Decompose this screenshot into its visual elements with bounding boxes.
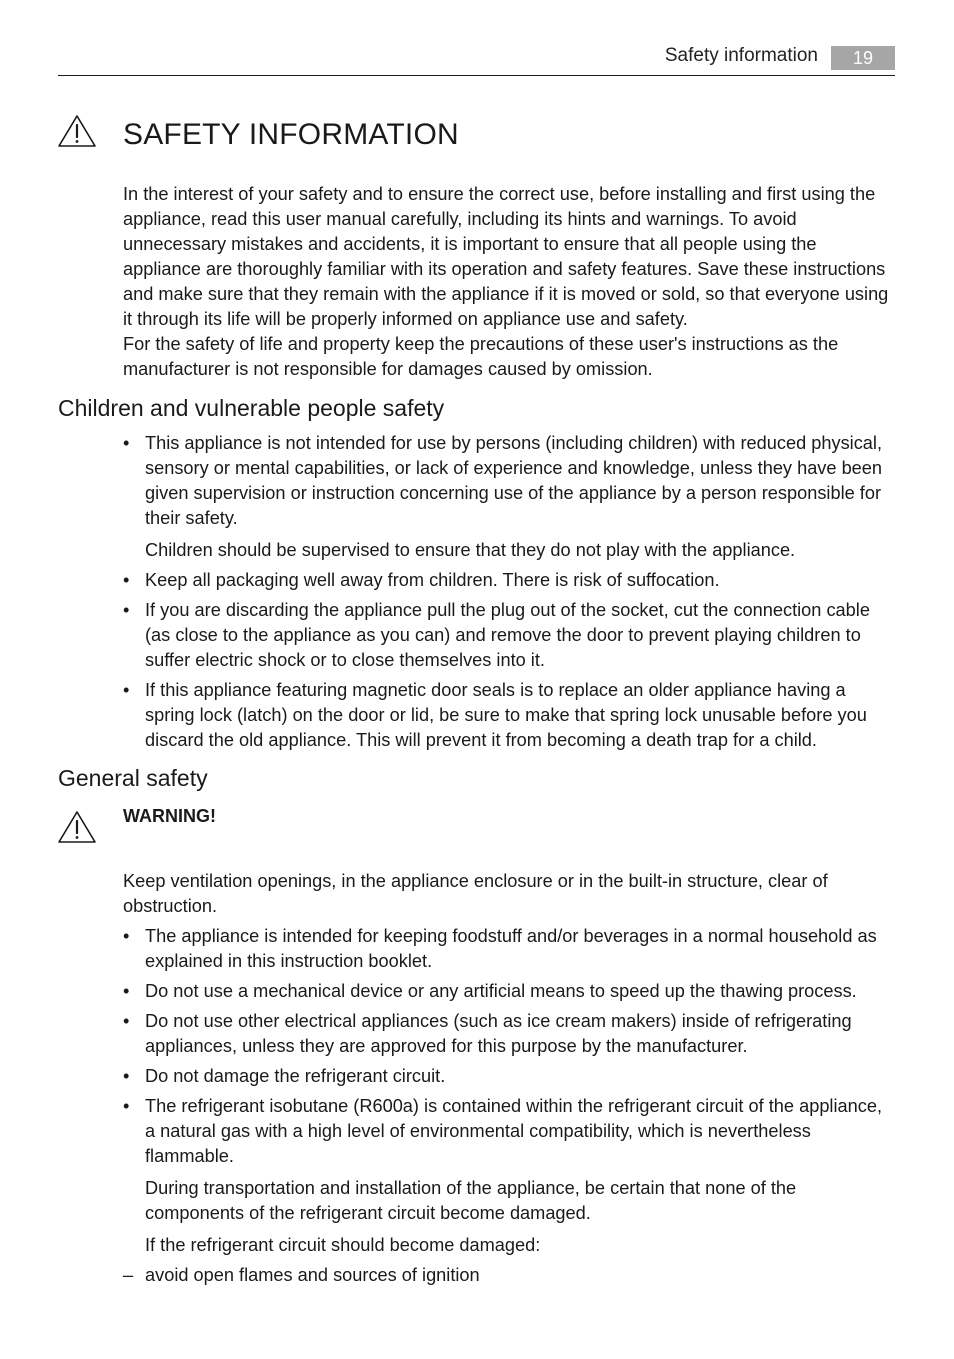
page-number: 19: [831, 46, 895, 70]
general-safety-list: [123, 924, 895, 1263]
list-item-note: If the refrigerant circuit should become damaged:: [145, 1235, 541, 1255]
list-item-note: During transportation and installation of the appliance, be certain that none of the components of the refrigerant circuit become damaged.: [145, 1178, 797, 1223]
dash-list-item: [123, 1263, 895, 1288]
list-item: [123, 431, 895, 563]
dash-item-text: avoid open flames and sources of ignition: [145, 1265, 480, 1285]
list-item-text: • If this appliance featuring magnetic door seals is to replace an older appliance having a spring lock (latch) on the door or lid, be sure to make that spring lock unusable before you discard the old appliance. This will prevent it from becoming a death trap for a child.: [145, 680, 867, 750]
intro-paragraph-responsibility: For the safety of life and property keep the precautions of these user's instructions as the manufacturer is not responsible for damages caused by omission.: [123, 334, 839, 379]
list-item-text: • The appliance is intended for keeping foodstuff and/or beverages in a normal household as explained in this instruction booklet.: [145, 926, 877, 971]
list-item-text: • Keep all packaging well away from children. There is risk of suffocation.: [145, 570, 720, 590]
warning-label: WARNING!: [123, 806, 216, 826]
page-title: SAFETY INFORMATION: [123, 118, 459, 151]
list-item-text: • Do not use other electrical appliances (such as ice cream makers) inside of refrigerating appliances, unless they are approved for this purpose by the manufacturer.: [145, 1011, 852, 1056]
children-safety-list: [123, 431, 895, 758]
section-heading-general: General safety: [58, 765, 208, 791]
warning-triangle-icon: [57, 114, 97, 148]
list-item: [123, 979, 895, 1004]
intro-paragraph: In the interest of your safety and to ensure the correct use, before installing and first using the appliance, read this user manual carefully, including its hints and warnings. To avoid unnecessary mistakes and accidents, it is important to ensure that all people using the appliance are thoroughly familiar with its operation and safety features. Save these instructions and make sure that they remain with the appliance if it is moved or sold, so that everyone using it through its life will be properly informed on appliance use and safety.: [123, 184, 889, 329]
list-item-text: • Do not damage the refrigerant circuit.: [145, 1066, 446, 1086]
section-heading-children: Children and vulnerable people safety: [58, 395, 445, 421]
list-item: [123, 1064, 895, 1089]
list-item: [123, 598, 895, 673]
list-item-text: • This appliance is not intended for use by persons (including children) with reduced physical, sensory or mental capabilities, or lack of experience and knowledge, unless they have been given supervision or instruction concerning use of the appliance by a person responsible for their safety.: [145, 433, 883, 528]
list-item: [123, 924, 895, 974]
list-item: [123, 678, 895, 753]
list-item-text: • Do not use a mechanical device or any artificial means to speed up the thawing process.: [145, 981, 857, 1001]
list-item: [123, 1094, 895, 1258]
warning-text: Keep ventilation openings, in the appliance enclosure or in the built-in structure, clear of obstruction.: [123, 871, 828, 916]
running-title: Safety information: [664, 45, 818, 66]
warning-triangle-icon: [57, 810, 97, 844]
list-item-note: Children should be supervised to ensure that they do not play with the appliance.: [145, 540, 796, 560]
list-item-text: • If you are discarding the appliance pull the plug out of the socket, cut the connection cable (as close to the appliance as you can) and remove the door to prevent playing children to suffer electric shock or to close themselves into it.: [145, 600, 870, 670]
list-item: [123, 568, 895, 593]
list-item: [123, 1009, 895, 1059]
list-item-text: • The refrigerant isobutane (R600a) is contained within the refrigerant circuit of the appliance, a natural gas with a high level of environmental compatibility, which is nevertheless flammable.: [145, 1096, 883, 1166]
header-rule: [58, 75, 895, 76]
